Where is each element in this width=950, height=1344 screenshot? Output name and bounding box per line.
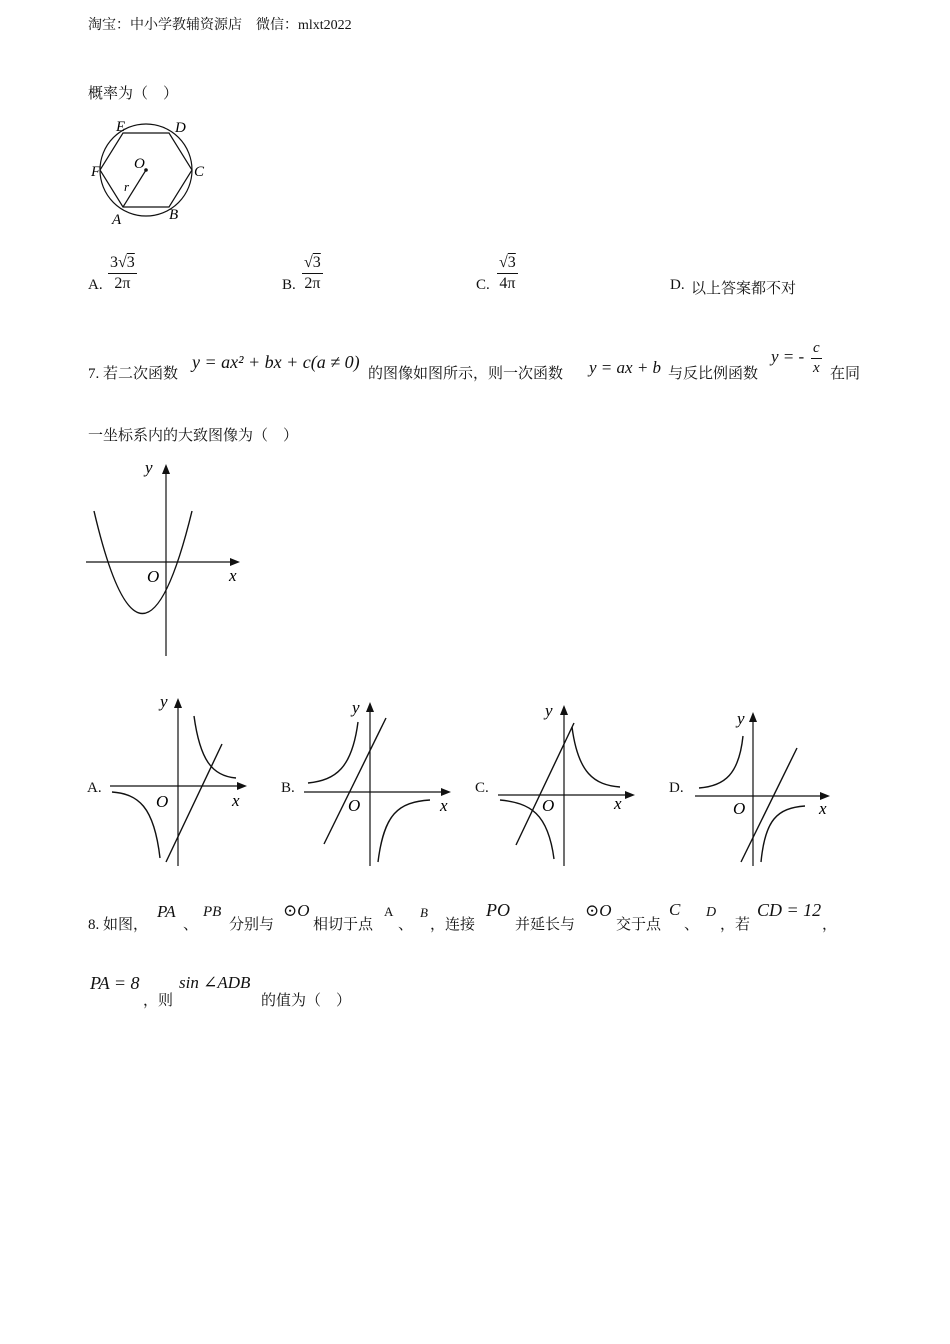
label-o: O bbox=[134, 156, 145, 172]
opt-a-x-label: x bbox=[232, 791, 240, 810]
opt-c-y-label: y bbox=[545, 701, 553, 720]
q8-t5: 并延长与 bbox=[515, 917, 576, 933]
q8-sep1: 、 bbox=[183, 917, 199, 933]
hyperbola-branch-upper bbox=[194, 716, 236, 778]
q8-point-c: C bbox=[669, 900, 681, 919]
q8-pb: PB bbox=[203, 904, 222, 920]
q6-a-den: 2π bbox=[114, 275, 131, 292]
y-axis-arrow bbox=[174, 698, 182, 708]
q8-point-a: A bbox=[384, 904, 394, 919]
q7-recip-left: y = - bbox=[771, 347, 805, 366]
main-origin-label: O bbox=[147, 567, 160, 586]
q7-mid1: 的图像如图所示，则一次函数 bbox=[368, 366, 564, 382]
label-c: C bbox=[194, 164, 205, 180]
q8-t2: 分别与 bbox=[229, 917, 275, 933]
main-y-label: y bbox=[145, 458, 153, 477]
q6-c-den: 4π bbox=[499, 275, 516, 292]
q7-option-b-graph bbox=[302, 694, 457, 868]
opt-c-origin-label: O bbox=[542, 796, 555, 815]
q6-option-d-text: 以上答案都不对 bbox=[691, 281, 797, 297]
q8-sep3: 、 bbox=[684, 917, 700, 933]
opt-a-y-label: y bbox=[160, 692, 168, 711]
q8-circle-o-1: ⊙O bbox=[283, 901, 310, 920]
q8-point-b: B bbox=[420, 905, 428, 920]
q8-po: PO bbox=[486, 900, 510, 920]
q7-quadratic-expr: y = ax² + bx + c(a ≠ 0) bbox=[192, 352, 360, 372]
q8-t8: ， bbox=[822, 917, 838, 933]
q8-sin-angle: sin ∠ADB bbox=[179, 973, 251, 992]
q6-option-c-fraction: √3 4π bbox=[499, 254, 516, 292]
q6-option-c-label: C. bbox=[476, 277, 490, 293]
opt-b-origin-label: O bbox=[348, 796, 361, 815]
y-axis-arrow bbox=[560, 705, 568, 715]
hyperbola-branch-lower bbox=[761, 806, 805, 862]
hyperbola-branch-upper bbox=[572, 727, 620, 787]
q7-recip-den: x bbox=[813, 360, 820, 376]
q7-option-a-label: A. bbox=[87, 780, 102, 796]
q7-option-d-graph bbox=[693, 704, 838, 868]
q6-c-root: 3 bbox=[507, 254, 516, 271]
y-axis-arrow bbox=[162, 464, 170, 474]
q6-continuation: 概率为（ ） bbox=[88, 86, 179, 102]
q6-option-a-fraction: 3√3 2π bbox=[110, 254, 135, 292]
q6-b-den: 2π bbox=[304, 275, 321, 292]
linear-function-line bbox=[741, 748, 797, 862]
q8-sep2: 、 bbox=[398, 917, 414, 933]
q7-option-a-graph bbox=[108, 690, 253, 868]
x-axis-arrow bbox=[230, 558, 240, 566]
q6-option-b-label: B. bbox=[282, 277, 296, 293]
q8-t1: 8. 如图， bbox=[88, 917, 149, 933]
q7-recip-fraction bbox=[811, 340, 822, 377]
label-r: r bbox=[124, 179, 130, 194]
q7-option-b-label: B. bbox=[281, 780, 295, 796]
hyperbola-branch-lower bbox=[378, 800, 430, 862]
q6-b-root: 3 bbox=[312, 254, 321, 271]
q8-t3: 相切于点 bbox=[313, 917, 374, 933]
opt-a-origin-label: O bbox=[156, 792, 169, 811]
q7-recip-num: c bbox=[813, 340, 820, 356]
hyperbola-branch-upper bbox=[308, 722, 358, 783]
opt-d-origin-label: O bbox=[733, 799, 746, 818]
q7-end1: 在同 bbox=[830, 366, 861, 382]
main-x-label: x bbox=[229, 566, 237, 585]
q7-option-d-label: D. bbox=[669, 780, 684, 796]
opt-b-y-label: y bbox=[352, 698, 360, 717]
q7-line2: 一坐标系内的大致图像为（ ） bbox=[88, 428, 299, 444]
q7-main-graph bbox=[84, 456, 254, 661]
q6-a-root: 3 bbox=[126, 254, 135, 271]
q6-option-b-fraction: √3 2π bbox=[304, 254, 321, 292]
linear-function-line bbox=[166, 744, 222, 862]
hyperbola-branch-upper bbox=[699, 736, 743, 788]
opt-c-x-label: x bbox=[614, 794, 622, 813]
x-axis-arrow bbox=[237, 782, 247, 790]
q8-t10: 的值为（ ） bbox=[261, 993, 352, 1009]
q7-option-c-graph bbox=[496, 697, 641, 868]
y-axis-arrow bbox=[749, 712, 757, 722]
q7-option-c-label: C. bbox=[475, 780, 489, 796]
q7-linear-expr: y = ax + b bbox=[589, 358, 662, 377]
x-axis-arrow bbox=[625, 791, 635, 799]
label-b: B bbox=[169, 207, 179, 223]
q8-point-d: D bbox=[706, 905, 717, 920]
opt-b-x-label: x bbox=[440, 796, 448, 815]
q8-circle-o-2: ⊙O bbox=[585, 901, 612, 920]
q7-mid2: 与反比例函数 bbox=[668, 366, 759, 382]
hexagon-figure bbox=[88, 115, 218, 230]
q8-pa: PA bbox=[157, 902, 176, 921]
q6-option-a-label: A. bbox=[88, 277, 103, 293]
opt-d-y-label: y bbox=[737, 709, 745, 728]
label-a: A bbox=[112, 212, 122, 228]
y-axis-arrow bbox=[366, 702, 374, 712]
hyperbola-branch-lower bbox=[112, 792, 160, 858]
x-axis-arrow bbox=[441, 788, 451, 796]
q8-t9: ，则 bbox=[143, 993, 174, 1009]
q8-cd-value: CD = 12 bbox=[757, 900, 822, 920]
q6-a-coef: 3 bbox=[110, 254, 118, 271]
label-d: D bbox=[175, 120, 186, 136]
q8-pa-value: PA = 8 bbox=[90, 973, 140, 993]
q8-t6: 交于点 bbox=[616, 917, 662, 933]
q7-prefix: 7. 若二次函数 bbox=[88, 366, 179, 382]
label-f: F bbox=[91, 164, 101, 180]
q8-t4: ，连接 bbox=[430, 917, 476, 933]
q6-option-d-label: D. bbox=[670, 277, 685, 293]
label-e: E bbox=[116, 119, 126, 135]
page-header: 淘宝：中小学教辅资源店 微信：mlxt2022 bbox=[88, 18, 352, 33]
q8-t7: ，若 bbox=[720, 917, 751, 933]
opt-d-x-label: x bbox=[819, 799, 827, 818]
